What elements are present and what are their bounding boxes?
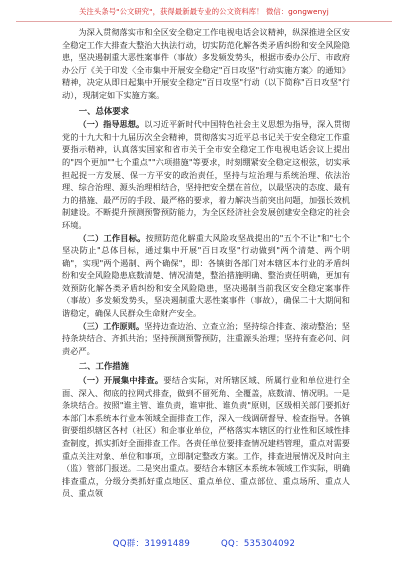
paragraph-lead: （三）工作原则。 bbox=[78, 320, 145, 331]
section-heading-general-requirements: 一、总体要求 bbox=[78, 105, 130, 116]
paragraph-text: 坚持边查边治、立查立治；坚持综合排查、滚动整治；坚持条块结合、齐抓共治；坚持预测预警预防，注重源头治理；坚持有查必问、问责必严。 bbox=[62, 320, 350, 356]
section-heading-work-measures: 二、工作措施 bbox=[78, 361, 130, 372]
intro-paragraph: 为深入贯彻落实市和全区安全稳定工作电视电话会议精神，纵深推进全区安全稳定工作大排查大整治大执法行动，切实防范化解各类矛盾纠纷和安全风险隐患，坚决遏制重大恶性案事件（事故）多发频发势头，根据市委办公厅、市政府办公厅《关于印发〈全市集中开展安全稳定"百日攻坚"行动实施方案〉的通知》精神，决定从即日起集中开展安全稳定"百日攻坚"行动（以下简称"百日攻坚"行动），现制定如下实施方案。 bbox=[62, 27, 350, 100]
centralized-inspection-paragraph bbox=[62, 374, 350, 500]
qq-group-text: QQ群：31991489 bbox=[112, 539, 191, 549]
paragraph-lead: （一）开展集中排查。 bbox=[78, 375, 164, 386]
paragraph-text: 要结合实际，对所辖区域、所属行业和单位进行全面、深入、彻底的拉网式排查，做到不留死角、全覆盖，底数清、情况明。一是条块结合。按照"谁主管、谁负责，谁审批、谁负责"原则，区级相关部门要抓好本部门本系统本行业本领域全面排查工作，深入一线调研督导、检查指导。各镇街要组织辖区各村（社区）和企事业单位，严格落实本辖区的行业性和区域性排查制度，抓实抓好全面排查工作。各责任单位要排查情况建档管理，重点对需要重点关注对象、单位和事项，立即制定整改方案。工作，排查进展情况及时向主（监）管部门报送。二是突出重点。要结合本辖区本系统本领域工作实际，明确排查重点，分级分类抓好重点地区、重点单位、重点部位、重点场所、重点人员、重点领 bbox=[62, 375, 350, 499]
guiding-ideology-paragraph bbox=[62, 118, 350, 231]
paragraph-text: 以习近平新时代中国特色社会主义思想为指导，深入贯彻党的十九大和十九届历次全会精神，贯彻落实习近平总书记关于安全稳定工作重要指示精神，认真落实国家和省市关于全市安全稳定工作电视电话会议上提出的"四个更加""七个重点""六项措施"等要求，时刻绷紧安全稳定这根弦，切实承担起捉一方发展、保一方平安的政治责任，坚持与垃治理与系统治理、依法治理、综合治理、源头治理相结合，坚持把安全摆在首位，以最坚决的态度、最有力的措施、最严厉的手段、最严格的要求，着力解决当前突出问题，加强长效机制建设。不断提升预测预警预防能力，为全区经济社会发展创建安全稳定的社会环境。 bbox=[62, 119, 350, 230]
work-principles-paragraph bbox=[62, 320, 350, 358]
document-body bbox=[62, 26, 350, 500]
paragraph-lead: （一）指导思想。 bbox=[78, 119, 145, 130]
paragraph-lead: （二）工作目标。 bbox=[78, 232, 146, 243]
contact-footer bbox=[0, 534, 408, 554]
qq-contact-text: QQ：535304092 bbox=[221, 539, 296, 549]
work-goals-paragraph bbox=[62, 232, 350, 320]
promo-banner: 关注头条号"公文研究"，获得最新最专业的公文资料库！ 微信：gongwenyj bbox=[16, 3, 392, 22]
paragraph-text: 按照防范化解重大风险攻坚战提出的"五个不让"和"七个坚决防止"总体目标，通过集中开展"百日攻坚"行动做到"两个清楚、两个明确"，实现"两个遏制、两个确保"，即：各镇街各部门对本辖区本行业的矛盾纠纷和安全风险隐患底数清楚、情况清楚，整治措施明确、整治责任明确，更加有效预防化解各类矛盾纠纷和安全风险隐患，坚决遏制当前我区安全稳定案事件（事故）多发频发势头，坚决遏制重大恶性案事件（事故），确保二十大期间和谐稳定，确保人民群众生命财产安全。 bbox=[62, 232, 350, 319]
